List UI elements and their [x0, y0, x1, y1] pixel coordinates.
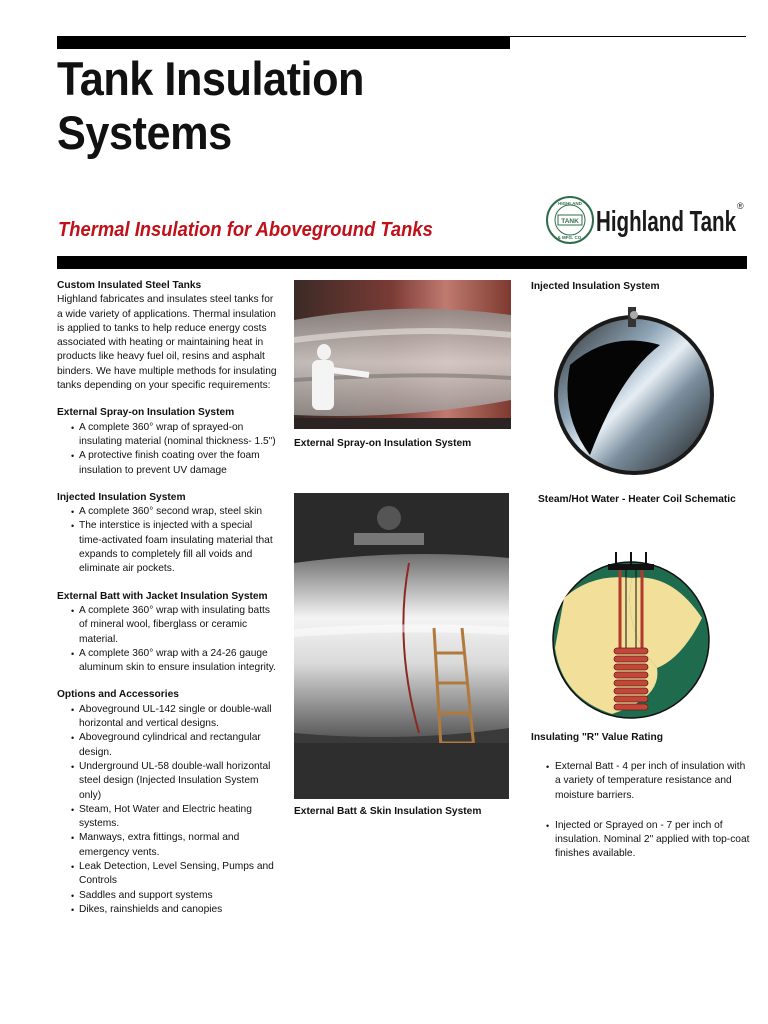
batt-heading: External Batt with Jacket Insulation System [57, 590, 268, 602]
injected-heading: Injected Insulation System [57, 491, 186, 503]
page-subtitle: Thermal Insulation for Aboveground Tanks [58, 219, 433, 241]
seal-center-text: TANK [561, 218, 579, 225]
logo-wordmark: Highland Tank [596, 206, 737, 238]
rvalue-list-2 [546, 819, 751, 862]
options-heading: Options and Accessories [57, 689, 179, 701]
list-item: • A complete 360° wrap of sprayed-on insulating material (nominal thickness- 1.5") [71, 421, 277, 450]
list-item: • Aboveground UL-142 single or double-wall horizontal and vertical designs. [71, 703, 277, 732]
coil-caption: Steam/Hot Water - Heater Coil Schematic [538, 494, 736, 505]
spray-list [57, 421, 277, 478]
spray-on-photo [294, 280, 511, 429]
list-item: • Injected or Sprayed on - 7 per inch of insulation. Nominal 2" applied with top-coat finishes available. [546, 819, 751, 862]
injected-system-heading: Injected Insulation System [531, 281, 660, 292]
list-item: • A complete 360° second wrap, steel skin [71, 505, 277, 519]
title-line-2: Systems [57, 106, 232, 159]
list-item: • A complete 360° wrap with insulating batts of mineral wool, fiberglass or ceramic material. [71, 604, 277, 647]
list-item: • Leak Detection, Level Sensing, Pumps and Controls [71, 860, 277, 889]
list-item: • Saddles and support systems [71, 889, 277, 903]
list-item: • Dikes, rainshields and canopies [71, 903, 277, 917]
section-bar [57, 256, 747, 269]
intro-body: Highland fabricates and insulates steel tanks for a wide variety of applications. Thermal insulation is applied to tanks to help reduce energy costs associated with heating or maintaining heat in products like heavy fuel oil, resins and asphalt binders. We have multiple methods for insulating tanks depending on your specific requirements: [57, 294, 277, 392]
logo-seal-icon [544, 194, 744, 246]
rvalue-heading: Insulating "R" Value Rating [531, 732, 663, 743]
batt-skin-photo [294, 493, 509, 799]
photo1-caption: External Spray-on Insulation System [294, 438, 472, 449]
list-item: • Steam, Hot Water and Electric heating systems. [71, 803, 277, 832]
seal-top-text: HIGHLAND [558, 201, 582, 206]
top-bar [57, 36, 510, 49]
heater-coil-schematic [552, 548, 710, 720]
spray-heading: External Spray-on Insulation System [57, 407, 235, 419]
seal-bottom-text: & MFG. CO. [557, 235, 583, 240]
list-item: • Aboveground cylindrical and rectangular design. [71, 731, 277, 760]
list-item: • Underground UL-58 double-wall horizontal steel design (Injected Insulation System only) [71, 760, 277, 803]
registered-mark: ® [737, 201, 744, 211]
intro-heading: Custom Insulated Steel Tanks [57, 280, 202, 291]
page-title [57, 52, 364, 160]
list-item: • The interstice is injected with a special time-activated foam insulating material that expands to completely fill all voids and eliminate air pockets. [71, 519, 277, 576]
rvalue-list [546, 760, 751, 803]
photo2-caption: External Batt & Skin Insulation System [294, 806, 482, 817]
injected-list [57, 505, 277, 576]
highland-tank-logo [544, 194, 744, 246]
list-item: • A protective finish coating over the foam insulation to prevent UV damage [71, 449, 277, 478]
batt-list [57, 604, 277, 675]
title-line-1: Tank Insulation [57, 52, 365, 105]
injected-tank-cross-section [550, 305, 718, 477]
left-column [57, 279, 277, 917]
options-list [57, 703, 277, 917]
list-item: • A complete 360° wrap with a 24-26 gauge aluminum skin to ensure insulation integrity. [71, 647, 277, 676]
list-item: • Manways, extra fittings, normal and emergency vents. [71, 831, 277, 860]
list-item: • External Batt - 4 per inch of insulation with a variety of temperature resistance and moisture barriers. [546, 760, 751, 803]
top-rule [510, 36, 746, 37]
rvalue-list-block [546, 760, 751, 862]
